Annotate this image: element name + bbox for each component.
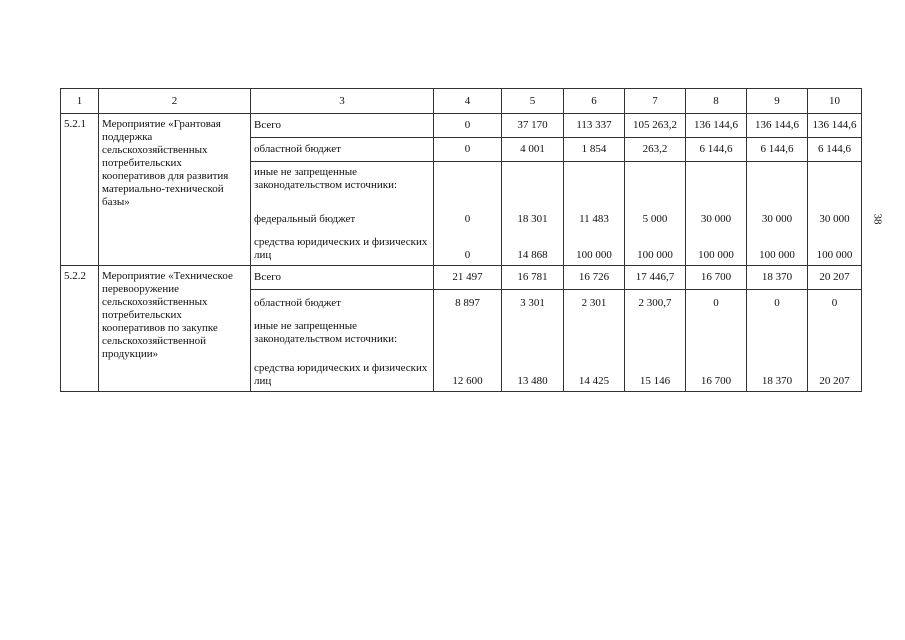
value-group: [564, 290, 625, 392]
col-header: 3: [251, 89, 434, 114]
value-group: [747, 162, 808, 266]
item-code: 5.2.1: [61, 114, 99, 266]
value-cell: 113 337: [564, 114, 625, 138]
funding-source: областной бюджет: [251, 138, 434, 162]
value-cell: 100 000: [637, 249, 673, 261]
value-cell: 16 700: [700, 375, 732, 387]
funding-source: иные не запрещенные законодательством источники:: [254, 166, 398, 191]
funding-source: Всего: [251, 114, 434, 138]
funding-source: средства юридических и физических лиц: [254, 236, 428, 261]
value-cell: 100 000: [576, 249, 612, 261]
value-cell: 136 144,6: [747, 114, 808, 138]
value-cell: 0: [434, 138, 502, 162]
value-cell: 100 000: [759, 249, 795, 261]
col-header: 9: [747, 89, 808, 114]
value-group: [502, 290, 564, 392]
value-cell: 6 144,6: [808, 138, 862, 162]
value-cell: 0: [464, 249, 471, 261]
value-cell: 0: [774, 296, 780, 309]
value-cell: 100 000: [816, 249, 853, 261]
table-row: [61, 114, 862, 138]
value-cell: 18 370: [761, 375, 793, 387]
value-cell: 4 001: [502, 138, 564, 162]
funding-source: Всего: [251, 266, 434, 290]
funding-source: средства юридических и физических лиц: [254, 362, 428, 387]
value-cell: 18 301: [517, 212, 548, 225]
funding-source-group: [251, 290, 434, 392]
value-cell: 30 000: [761, 212, 793, 225]
page-number: 38: [871, 213, 884, 225]
value-cell: 20 207: [808, 266, 862, 290]
col-header: 6: [564, 89, 625, 114]
value-group: [686, 290, 747, 392]
col-header: 8: [686, 89, 747, 114]
value-group: [808, 290, 862, 392]
value-cell: 30 000: [819, 212, 850, 225]
value-group: [434, 162, 502, 266]
value-cell: 0: [713, 296, 719, 309]
value-cell: 0: [434, 114, 502, 138]
col-header: 2: [99, 89, 251, 114]
col-header: 1: [61, 89, 99, 114]
value-cell: 100 000: [698, 249, 734, 261]
value-cell: 6 144,6: [747, 138, 808, 162]
value-cell: 8 897: [455, 296, 480, 309]
value-cell: 14 425: [578, 375, 610, 387]
value-group: [502, 162, 564, 266]
value-cell: 136 144,6: [686, 114, 747, 138]
value-group: [625, 162, 686, 266]
funding-source-group: [251, 162, 434, 266]
value-cell: 3 301: [520, 296, 545, 309]
value-group: [747, 290, 808, 392]
value-cell: 21 497: [434, 266, 502, 290]
funding-source: областной бюджет: [254, 296, 341, 309]
value-cell: 5 000: [642, 212, 668, 225]
value-cell: 16 781: [502, 266, 564, 290]
value-cell: 30 000: [700, 212, 732, 225]
col-header: 5: [502, 89, 564, 114]
value-cell: 16 726: [564, 266, 625, 290]
value-cell: 15 146: [639, 375, 671, 387]
value-group: [434, 290, 502, 392]
value-cell: 11 483: [579, 212, 609, 225]
value-cell: 6 144,6: [686, 138, 747, 162]
funding-source: иные не запрещенные законодательством источники:: [254, 320, 398, 345]
col-header: 10: [808, 89, 862, 114]
value-group: [686, 162, 747, 266]
value-cell: 1 854: [564, 138, 625, 162]
value-cell: 16 700: [686, 266, 747, 290]
budget-table: [60, 88, 862, 392]
header-row: [61, 89, 862, 114]
value-cell: 17 446,7: [625, 266, 686, 290]
value-cell: 2 300,7: [638, 296, 672, 309]
table-row: [61, 266, 862, 290]
value-cell: 2 301: [581, 296, 607, 309]
col-header: 7: [625, 89, 686, 114]
value-cell: 14 868: [517, 249, 548, 261]
value-cell: 0: [831, 296, 838, 309]
value-cell: 13 480: [517, 375, 548, 387]
value-cell: 136 144,6: [808, 114, 862, 138]
item-description: Мероприятие «Грантовая поддержка сельскохозяйственных потребительских кооперативов для развития материально-технической базы»: [99, 114, 251, 266]
col-header: 4: [434, 89, 502, 114]
funding-source: федеральный бюджет: [254, 212, 356, 225]
value-group: [808, 162, 862, 266]
value-group: [625, 290, 686, 392]
item-description: Мероприятие «Техническое перевооружение сельскохозяйственных потребительских кооперативов по закупке сельскохозяйственной продукции»: [99, 266, 251, 392]
value-cell: 12 600: [452, 375, 483, 387]
item-code: 5.2.2: [61, 266, 99, 392]
value-cell: 0: [464, 212, 471, 225]
value-cell: 105 263,2: [625, 114, 686, 138]
value-group: [564, 162, 625, 266]
value-cell: 263,2: [625, 138, 686, 162]
value-cell: 37 170: [502, 114, 564, 138]
value-cell: 18 370: [747, 266, 808, 290]
value-cell: 20 207: [819, 375, 850, 387]
